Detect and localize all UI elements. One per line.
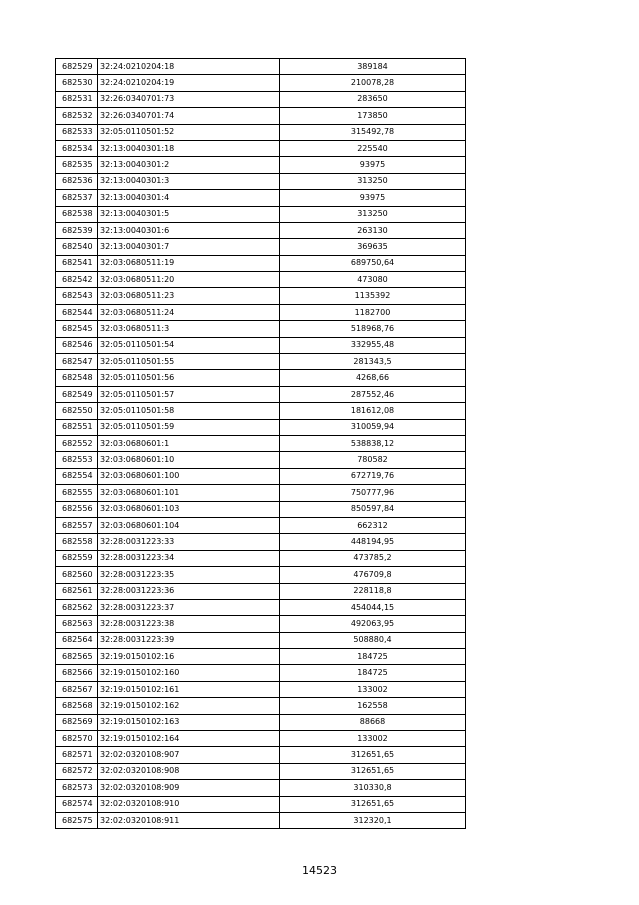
table-row: [56, 435, 466, 451]
cadastral-number-cell: 32:28:0031223:35: [98, 567, 280, 583]
table-row: [56, 157, 466, 173]
row-number-cell: 682552: [56, 435, 98, 451]
value-cell: 315492,78: [280, 124, 466, 140]
cadastral-number-cell: 32:28:0031223:39: [98, 632, 280, 648]
cadastral-number-cell: 32:05:0110501:58: [98, 403, 280, 419]
value-cell: 88668: [280, 714, 466, 730]
row-number-cell: 682563: [56, 616, 98, 632]
table-row: [56, 173, 466, 189]
cadastral-number-cell: 32:03:0680511:24: [98, 304, 280, 320]
row-number-cell: 682571: [56, 747, 98, 763]
table-row: [56, 632, 466, 648]
table-row: [56, 386, 466, 402]
cadastral-number-cell: 32:19:0150102:164: [98, 731, 280, 747]
row-number-cell: 682573: [56, 780, 98, 796]
value-cell: 518968,76: [280, 321, 466, 337]
value-cell: 162558: [280, 698, 466, 714]
value-cell: 93975: [280, 190, 466, 206]
row-number-cell: 682546: [56, 337, 98, 353]
cadastral-number-cell: 32:03:0680601:103: [98, 501, 280, 517]
table-row: [56, 550, 466, 566]
row-number-cell: 682542: [56, 272, 98, 288]
row-number-cell: 682569: [56, 714, 98, 730]
table-row: [56, 75, 466, 91]
row-number-cell: 682551: [56, 419, 98, 435]
cadastral-number-cell: 32:02:0320108:911: [98, 812, 280, 828]
row-number-cell: 682550: [56, 403, 98, 419]
value-cell: 210078,28: [280, 75, 466, 91]
cadastral-number-cell: 32:05:0110501:57: [98, 386, 280, 402]
cadastral-number-cell: 32:19:0150102:163: [98, 714, 280, 730]
row-number-cell: 682575: [56, 812, 98, 828]
value-cell: 476709,8: [280, 567, 466, 583]
value-cell: 313250: [280, 173, 466, 189]
table-row: [56, 190, 466, 206]
row-number-cell: 682532: [56, 108, 98, 124]
value-cell: 332955,48: [280, 337, 466, 353]
value-cell: 312320,1: [280, 812, 466, 828]
value-cell: 689750,64: [280, 255, 466, 271]
row-number-cell: 682533: [56, 124, 98, 140]
table-row: [56, 239, 466, 255]
cadastral-number-cell: 32:28:0031223:33: [98, 534, 280, 550]
cadastral-number-cell: 32:03:0680601:101: [98, 485, 280, 501]
cadastral-number-cell: 32:02:0320108:907: [98, 747, 280, 763]
row-number-cell: 682562: [56, 599, 98, 615]
value-cell: 310059,94: [280, 419, 466, 435]
table-row: [56, 681, 466, 697]
row-number-cell: 682564: [56, 632, 98, 648]
value-cell: 662312: [280, 517, 466, 533]
value-cell: 473080: [280, 272, 466, 288]
cadastral-number-cell: 32:03:0680511:20: [98, 272, 280, 288]
row-number-cell: 682530: [56, 75, 98, 91]
row-number-cell: 682565: [56, 649, 98, 665]
value-cell: 369635: [280, 239, 466, 255]
value-cell: 1135392: [280, 288, 466, 304]
table-row: [56, 140, 466, 156]
value-cell: 93975: [280, 157, 466, 173]
row-number-cell: 682559: [56, 550, 98, 566]
value-cell: 181612,08: [280, 403, 466, 419]
cadastral-number-cell: 32:19:0150102:161: [98, 681, 280, 697]
value-cell: 173850: [280, 108, 466, 124]
table-row: [56, 780, 466, 796]
registry-table-body: [56, 59, 466, 829]
row-number-cell: 682535: [56, 157, 98, 173]
cadastral-number-cell: 32:02:0320108:908: [98, 763, 280, 779]
cadastral-number-cell: 32:28:0031223:36: [98, 583, 280, 599]
value-cell: 310330,8: [280, 780, 466, 796]
cadastral-number-cell: 32:28:0031223:38: [98, 616, 280, 632]
value-cell: 184725: [280, 649, 466, 665]
value-cell: 283650: [280, 91, 466, 107]
value-cell: 448194,95: [280, 534, 466, 550]
row-number-cell: 682537: [56, 190, 98, 206]
cadastral-number-cell: 32:28:0031223:34: [98, 550, 280, 566]
row-number-cell: 682544: [56, 304, 98, 320]
cadastral-number-cell: 32:03:0680511:23: [98, 288, 280, 304]
row-number-cell: 682568: [56, 698, 98, 714]
value-cell: 850597,84: [280, 501, 466, 517]
table-row: [56, 206, 466, 222]
row-number-cell: 682549: [56, 386, 98, 402]
table-row: [56, 534, 466, 550]
table-row: [56, 812, 466, 828]
table-row: [56, 419, 466, 435]
row-number-cell: 682574: [56, 796, 98, 812]
row-number-cell: 682529: [56, 59, 98, 75]
row-number-cell: 682561: [56, 583, 98, 599]
table-row: [56, 321, 466, 337]
value-cell: 312651,65: [280, 747, 466, 763]
table-row: [56, 747, 466, 763]
cadastral-number-cell: 32:13:0040301:3: [98, 173, 280, 189]
cadastral-number-cell: 32:19:0150102:162: [98, 698, 280, 714]
table-row: [56, 763, 466, 779]
cadastral-number-cell: 32:26:0340701:74: [98, 108, 280, 124]
cadastral-number-cell: 32:05:0110501:54: [98, 337, 280, 353]
row-number-cell: 682567: [56, 681, 98, 697]
value-cell: 389184: [280, 59, 466, 75]
table-row: [56, 501, 466, 517]
table-row: [56, 731, 466, 747]
cadastral-number-cell: 32:05:0110501:59: [98, 419, 280, 435]
cadastral-number-cell: 32:05:0110501:56: [98, 370, 280, 386]
table-row: [56, 485, 466, 501]
value-cell: 133002: [280, 731, 466, 747]
cadastral-number-cell: 32:28:0031223:37: [98, 599, 280, 615]
row-number-cell: 682558: [56, 534, 98, 550]
value-cell: 228118,8: [280, 583, 466, 599]
cadastral-number-cell: 32:03:0680601:104: [98, 517, 280, 533]
value-cell: 1182700: [280, 304, 466, 320]
value-cell: 473785,2: [280, 550, 466, 566]
table-row: [56, 370, 466, 386]
table-row: [56, 403, 466, 419]
table-row: [56, 714, 466, 730]
table-row: [56, 91, 466, 107]
cadastral-number-cell: 32:13:0040301:7: [98, 239, 280, 255]
value-cell: 538838,12: [280, 435, 466, 451]
table-row: [56, 124, 466, 140]
value-cell: 184725: [280, 665, 466, 681]
cadastral-number-cell: 32:03:0680601:100: [98, 468, 280, 484]
table-row: [56, 288, 466, 304]
cadastral-number-cell: 32:13:0040301:4: [98, 190, 280, 206]
row-number-cell: 682560: [56, 567, 98, 583]
cadastral-number-cell: 32:05:0110501:55: [98, 354, 280, 370]
value-cell: 312651,65: [280, 796, 466, 812]
cadastral-number-cell: 32:03:0680601:1: [98, 435, 280, 451]
cadastral-number-cell: 32:03:0680601:10: [98, 452, 280, 468]
cadastral-number-cell: 32:24:0210204:19: [98, 75, 280, 91]
value-cell: 492063,95: [280, 616, 466, 632]
row-number-cell: 682543: [56, 288, 98, 304]
registry-table: [55, 58, 466, 829]
cadastral-number-cell: 32:03:0680511:19: [98, 255, 280, 271]
row-number-cell: 682545: [56, 321, 98, 337]
value-cell: 225540: [280, 140, 466, 156]
cadastral-number-cell: 32:13:0040301:6: [98, 222, 280, 238]
row-number-cell: 682554: [56, 468, 98, 484]
table-row: [56, 452, 466, 468]
page-number: 14523: [302, 864, 337, 877]
row-number-cell: 682553: [56, 452, 98, 468]
cadastral-number-cell: 32:26:0340701:73: [98, 91, 280, 107]
cadastral-number-cell: 32:13:0040301:5: [98, 206, 280, 222]
table-row: [56, 354, 466, 370]
value-cell: 263130: [280, 222, 466, 238]
row-number-cell: 682548: [56, 370, 98, 386]
cadastral-number-cell: 32:19:0150102:160: [98, 665, 280, 681]
row-number-cell: 682536: [56, 173, 98, 189]
row-number-cell: 682538: [56, 206, 98, 222]
table-row: [56, 796, 466, 812]
table-row: [56, 108, 466, 124]
value-cell: 133002: [280, 681, 466, 697]
table-row: [56, 468, 466, 484]
table-row: [56, 616, 466, 632]
row-number-cell: 682539: [56, 222, 98, 238]
value-cell: 281343,5: [280, 354, 466, 370]
value-cell: 750777,96: [280, 485, 466, 501]
cadastral-number-cell: 32:24:0210204:18: [98, 59, 280, 75]
cadastral-number-cell: 32:03:0680511:3: [98, 321, 280, 337]
table-row: [56, 698, 466, 714]
table-row: [56, 583, 466, 599]
row-number-cell: 682531: [56, 91, 98, 107]
value-cell: 313250: [280, 206, 466, 222]
row-number-cell: 682540: [56, 239, 98, 255]
value-cell: 780582: [280, 452, 466, 468]
table-row: [56, 337, 466, 353]
table-row: [56, 517, 466, 533]
cadastral-number-cell: 32:19:0150102:16: [98, 649, 280, 665]
table-row: [56, 567, 466, 583]
row-number-cell: 682570: [56, 731, 98, 747]
cadastral-number-cell: 32:02:0320108:910: [98, 796, 280, 812]
cadastral-number-cell: 32:05:0110501:52: [98, 124, 280, 140]
table-row: [56, 304, 466, 320]
value-cell: 454044,15: [280, 599, 466, 615]
row-number-cell: 682547: [56, 354, 98, 370]
table-row: [56, 599, 466, 615]
value-cell: 287552,46: [280, 386, 466, 402]
cadastral-number-cell: 32:13:0040301:2: [98, 157, 280, 173]
value-cell: 672719,76: [280, 468, 466, 484]
row-number-cell: 682557: [56, 517, 98, 533]
row-number-cell: 682556: [56, 501, 98, 517]
cadastral-number-cell: 32:02:0320108:909: [98, 780, 280, 796]
row-number-cell: 682534: [56, 140, 98, 156]
value-cell: 4268,66: [280, 370, 466, 386]
row-number-cell: 682572: [56, 763, 98, 779]
cadastral-number-cell: 32:13:0040301:18: [98, 140, 280, 156]
table-row: [56, 255, 466, 271]
value-cell: 508880,4: [280, 632, 466, 648]
row-number-cell: 682555: [56, 485, 98, 501]
table-row: [56, 665, 466, 681]
table-row: [56, 222, 466, 238]
table-row: [56, 59, 466, 75]
row-number-cell: 682566: [56, 665, 98, 681]
table-row: [56, 272, 466, 288]
table-row: [56, 649, 466, 665]
value-cell: 312651,65: [280, 763, 466, 779]
row-number-cell: 682541: [56, 255, 98, 271]
